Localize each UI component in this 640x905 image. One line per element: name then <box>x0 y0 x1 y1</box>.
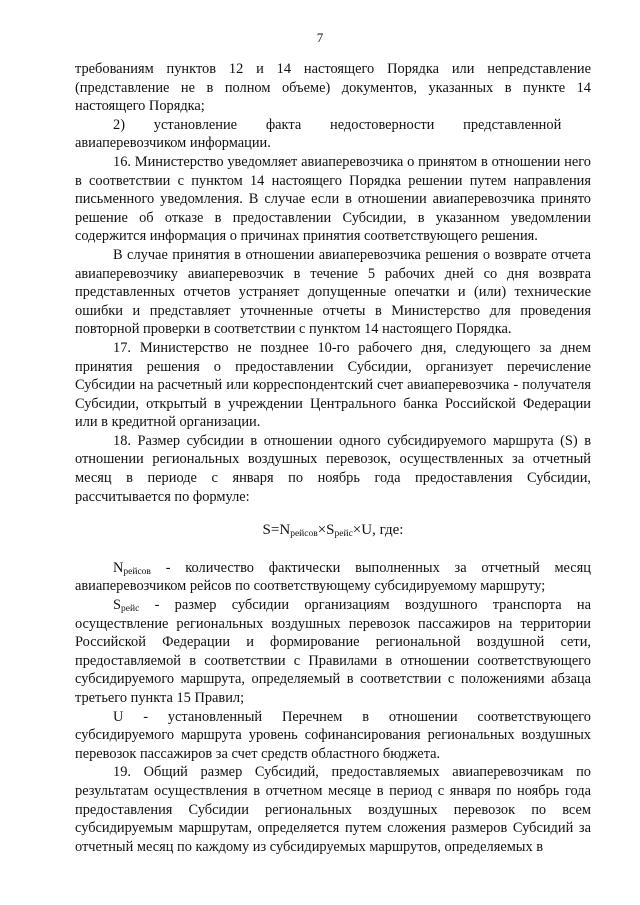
paragraph-17: 17. Министерство не позднее 10-го рабочего дня, следующего за днем принятия решения о предоставлении Субсидии, организует перечисление Субсидии на расчетный или корреспондентский счет авиаперевозчика - получателя Субсидии, открытый в учреждении Центрального банка Российской Федерации или в кредитной организации. <box>75 339 591 431</box>
paragraph-continuation: требованиям пунктов 12 и 14 настоящего Порядка или непредставление (представление не в полном объеме) документов, указанных в пункте 14 настоящего Порядка; <box>75 61 591 115</box>
definition-n-flights <box>75 559 591 596</box>
subsidy-formula <box>75 521 591 540</box>
formula-part-times2: ×U, где: <box>352 522 404 539</box>
definition-s-text: - размер субсидии организациям воздушного транспорта на осуществление региональных воздушных перевозок пассажиров на территории Российской Федерации и формирование региональной воздушной сети, предоставляемой в соответствии с Правилами в отношении соответствующего субсидируемого маршрута, определяемый в соответствии с положениями абзаца третьего пункта 15 Правил; <box>75 597 591 706</box>
formula-sub-flight: рейс <box>334 529 353 540</box>
paragraph-item-2: 2) установление факта недостоверности представленной авиаперевозчиком информации. <box>75 116 562 152</box>
definition-s-symbol: S <box>113 597 122 614</box>
formula-part-times1: ×S <box>317 522 335 539</box>
paragraph-16: 16. Министерство уведомляет авиаперевозчика о принятом в отношении него в соответствии с пунктом 14 настоящего Порядка решении путем направления письменного уведомления. В случае если в отношении авиаперевозчика принято решение об отказе в предоставлении Субсидии, в указанном уведомлении содержится информация о причинах принятия соответствующего решения. <box>75 153 591 245</box>
definition-n-sub: рейсов <box>123 566 151 577</box>
definition-s-flight <box>75 596 591 708</box>
definition-s-sub: рейс <box>121 604 140 615</box>
paragraph-19: 19. Общий размер Субсидий, предоставляемых авиаперевозчикам по результатам осуществления в отчетном месяце в период с января по ноябрь года предоставления Субсидии региональных воздушных перевозок по всем субсидируемым маршрутам, определяется путем сложения размеров Субсидий за отчетный месяц по каждому из субсидируемых маршрутов, определяемых в <box>75 764 591 855</box>
formula-part-s: S=N <box>262 522 291 539</box>
formula-sub-flights: рейсов <box>290 529 318 540</box>
definition-u: U - установленный Перечнем в отношении соответствующего субсидируемого маршрута уровень софинансирования региональных воздушных перевозок пассажиров за счет средств областного бюджета. <box>75 708 591 762</box>
body-text <box>75 60 591 856</box>
paragraph-16-return: В случае принятия в отношении авиаперевозчика решения о возврате отчета авиаперевозчику авиаперевозчик в течение 5 рабочих дней со дня возврата представленных отчетов устраняет допущенные опечатки и (или) технические ошибки и представляет уточненные отчеты в Министерство для проведения повторной проверки в соответствии с пунктом 14 настоящего Порядка. <box>75 246 591 338</box>
paragraph-18: 18. Размер субсидии в отношении одного субсидируемого маршрута (S) в отношении региональных воздушных перевозок, осуществленных за отчетный месяц в периоде с января по ноябрь года предоставления Субсидии, рассчитывается по формуле: <box>75 432 591 505</box>
page-number: 7 <box>316 30 324 45</box>
definition-n-text: - количество фактически выполненных за отчетный месяц авиаперевозчиком рейсов по соответствующему субсидируемому маршруту; <box>75 559 591 595</box>
definition-n-symbol: N <box>113 559 124 576</box>
